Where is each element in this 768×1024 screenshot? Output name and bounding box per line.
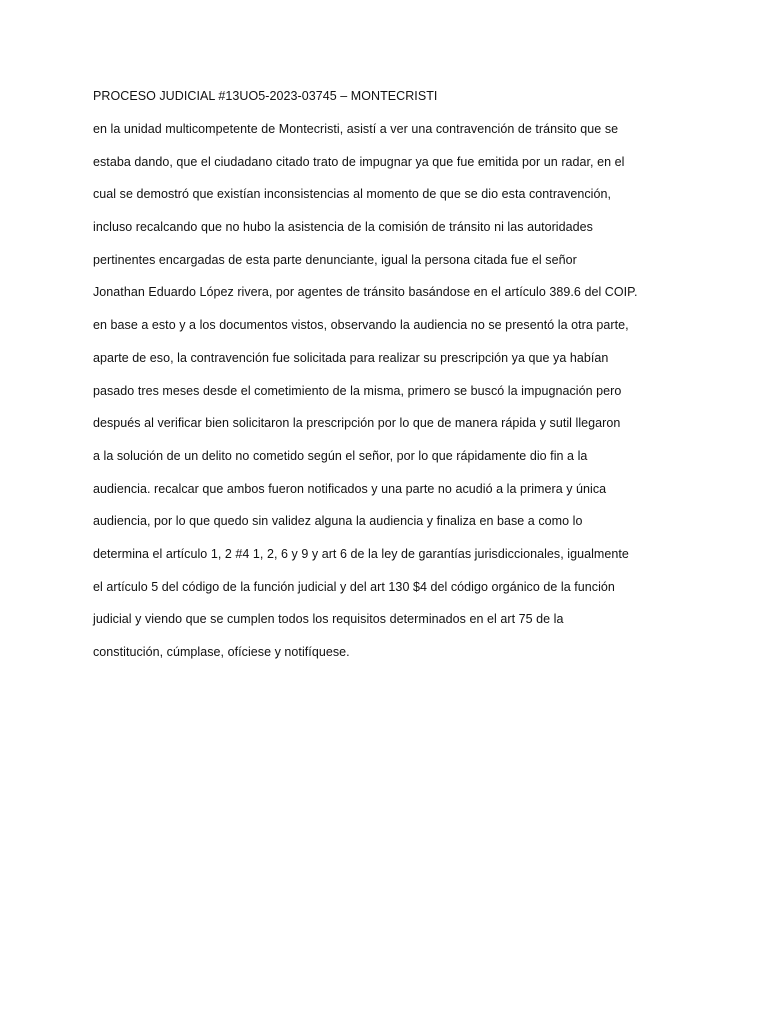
document-title: PROCESO JUDICIAL #13UO5-2023-03745 – MONTECRISTI	[93, 89, 438, 103]
body-line: Jonathan Eduardo López rivera, por agentes de tránsito basándose en el artículo 389.6 del COIP.	[93, 285, 638, 300]
body-line: el artículo 5 del código de la función judicial y del art 130 $4 del código orgánico de la función	[93, 579, 615, 594]
body-line: constitución, cúmplase, ofíciese y notifíquese.	[93, 645, 350, 659]
body-line: judicial y viendo que se cumplen todos los requisitos determinados en el art 75 de la	[93, 612, 564, 627]
body-line: incluso recalcando que no hubo la asistencia de la comisión de tránsito ni las autoridades	[93, 220, 593, 235]
body-line: cual se demostró que existían inconsistencias al momento de que se dio esta contravención,	[93, 187, 611, 202]
document-body	[93, 113, 693, 669]
body-line: a la solución de un delito no cometido según el señor, por lo que rápidamente dio fin a la	[93, 448, 588, 463]
body-line: audiencia. recalcar que ambos fueron notificados y una parte no acudió a la primera y única	[93, 481, 607, 496]
body-line: audiencia, por lo que quedo sin validez alguna la audiencia y finaliza en base a como lo	[93, 514, 583, 529]
body-line: después al verificar bien solicitaron la prescripción por lo que de manera rápida y sutil llegaron	[93, 416, 621, 431]
body-line: determina el artículo 1, 2 #4 1, 2, 6 y 9 y art 6 de la ley de garantías jurisdiccionales, igualmente	[93, 546, 629, 561]
body-line: en la unidad multicompetente de Montecristi, asistí a ver una contravención de tránsito que se	[93, 122, 619, 136]
body-line: pertinentes encargadas de esta parte denunciante, igual la persona citada fue el señor	[93, 252, 577, 267]
body-line: estaba dando, que el ciudadano citado trato de impugnar ya que fue emitida por un radar, en el	[93, 154, 625, 169]
body-line: aparte de eso, la contravención fue solicitada para realizar su prescripción ya que ya habían	[93, 350, 609, 365]
body-line: pasado tres meses desde el cometimiento de la misma, primero se buscó la impugnación pero	[93, 383, 622, 398]
body-line: en base a esto y a los documentos vistos, observando la audiencia no se presentó la otra parte,	[93, 318, 629, 333]
